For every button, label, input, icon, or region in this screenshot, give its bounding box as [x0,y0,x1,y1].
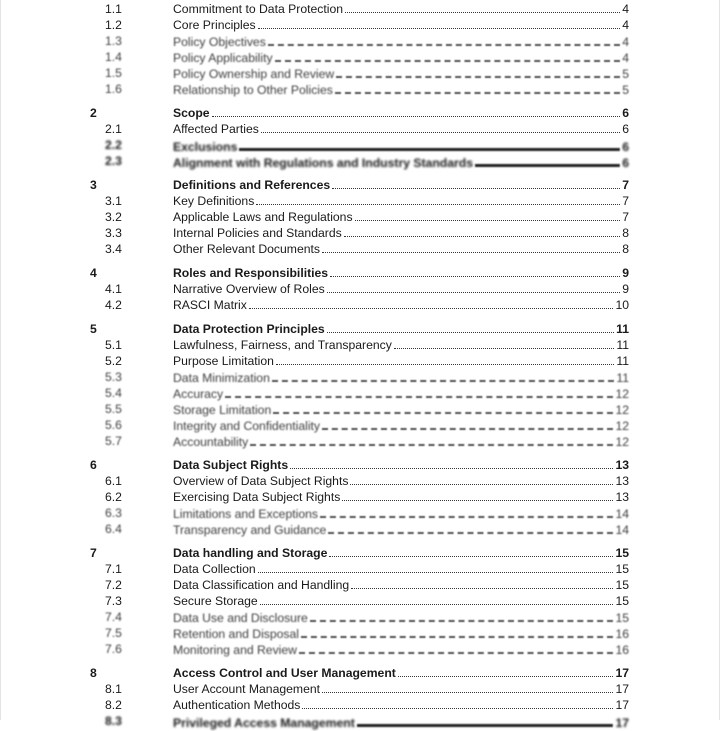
toc-entry-line [173,625,629,642]
toc-subsection-entry[interactable] [1,17,721,33]
toc-entry-title[interactable]: Data Protection Principles [173,322,325,336]
toc-subsection-entry[interactable] [1,353,721,369]
toc-entry-line [173,321,629,337]
toc-dot-leader [332,177,620,189]
toc-page-number: 6 [622,122,629,136]
toc-subsection-entry[interactable] [1,713,721,729]
toc-entry-title[interactable]: Core Principles [173,18,256,32]
toc-entry-title[interactable]: Retention and Disposal [173,627,300,641]
toc-spacer [1,97,721,105]
toc-subsection-entry[interactable] [1,641,721,657]
toc-entry-number: 3.3 [105,226,122,240]
toc-dot-leader [322,417,613,430]
toc-entry-title[interactable]: Privileged Access Management [173,716,355,730]
toc-entry-number: 5.3 [105,370,122,384]
toc-entry-number: 3.4 [105,242,122,256]
toc-subsection-entry[interactable] [1,241,721,257]
toc-entry-title[interactable]: RASCI Matrix [173,298,247,312]
toc-subsection-entry[interactable] [1,49,721,65]
toc-page-number: 15 [615,562,629,576]
toc-dot-leader [351,577,613,589]
toc-entry-line [173,49,629,66]
toc-entry-title[interactable]: Transparency and Guidance [173,523,327,537]
toc-entry-number: 7.1 [105,562,122,576]
toc-page-number: 13 [615,458,629,472]
toc-entry-title[interactable]: Data handling and Storage [173,546,328,560]
toc-entry-line [173,473,629,489]
toc-entry-number: 1.1 [105,2,122,16]
toc-entry-title[interactable]: Data Subject Rights [173,458,289,472]
toc-subsection-entry[interactable] [1,625,721,641]
toc-entry-title[interactable]: Internal Policies and Standards [173,226,342,240]
toc-page-number: 5 [622,83,629,97]
toc-dot-leader [301,625,613,638]
toc-entry-number: 6.3 [105,506,122,520]
toc-entry-number: 7 [90,546,97,560]
toc-dot-leader [261,121,620,133]
toc-entry-title[interactable]: Data Classification and Handling [173,578,350,592]
toc-page-number: 4 [622,51,629,65]
toc-dot-leader [275,49,621,62]
toc-page-number: 16 [615,627,629,641]
toc-entry-line [173,545,629,561]
toc-entry-line [173,297,629,313]
toc-entry-title[interactable]: Data Use and Disclosure [173,611,308,625]
toc-subsection-entry[interactable] [1,337,721,353]
toc-page-number: 15 [615,578,629,592]
toc-subsection-entry[interactable] [1,521,721,537]
toc-entry-title[interactable]: Applicable Laws and Regulations [173,210,353,224]
toc-entry-title[interactable]: Integrity and Confidentiality [173,419,321,433]
toc-entry-number: 5.2 [105,354,122,368]
toc-spacer [1,169,721,177]
toc-entry-number: 7.6 [105,642,122,656]
toc-entry-title[interactable]: Secure Storage [173,594,258,608]
toc-entry-line [173,193,629,209]
toc-entry-title[interactable]: Lawfulness, Fairness, and Transparency [173,338,392,352]
toc-entry-title[interactable]: Exclusions [173,140,238,154]
toc-entry-line [173,681,629,697]
toc-entry-number: 1.4 [105,50,122,64]
toc-entry-number: 4.1 [105,282,122,296]
toc-page-number: 4 [622,18,629,32]
toc-section-entry[interactable] [1,545,721,561]
toc-entry-line [173,417,629,434]
toc-entry-line [173,121,629,137]
toc-entry-number: 2.2 [105,138,122,152]
toc-entry-number: 6.2 [105,490,122,504]
toc-spacer [1,449,721,457]
toc-page-number: 8 [622,226,629,240]
toc-entry-title[interactable]: Policy Applicability [173,51,273,65]
toc-page-number: 11 [616,322,629,336]
toc-page-number: 11 [616,354,629,368]
toc-entry-line [173,457,629,473]
toc-entry-title[interactable]: Alignment with Regulations and Industry Standards [173,156,473,170]
toc-page-number: 6 [622,140,629,154]
toc-entry-line [173,225,629,241]
toc-dot-leader [272,369,614,382]
toc-spacer [1,257,721,265]
toc-entry-number: 2.3 [105,154,122,168]
toc-dot-leader [342,489,613,501]
toc-entry-title[interactable]: Storage Limitation [173,403,272,417]
toc-entry-title[interactable]: Monitoring and Review [173,643,297,657]
toc-subsection-entry[interactable] [1,697,721,713]
toc-entry-number: 5 [90,322,97,336]
toc-section-entry[interactable] [1,105,721,121]
toc-dot-leader [344,225,621,237]
toc-entry-line [173,641,629,658]
toc-page-number: 14 [615,507,629,521]
toc-dot-leader [345,1,620,13]
toc-entry-line [173,489,629,505]
toc-entry-number: 5.1 [105,338,122,352]
toc-entry-line [173,177,629,193]
toc-subsection-entry[interactable] [1,33,721,49]
toc-entry-line [173,65,629,82]
toc-entry-number: 1.5 [105,66,122,80]
toc-entry-number: 2.1 [105,122,122,136]
toc-page-number: 12 [615,403,629,417]
toc-page-number: 13 [615,490,629,504]
toc-subsection-entry[interactable] [1,417,721,433]
toc-subsection-entry[interactable] [1,225,721,241]
toc-entry-line [173,593,629,609]
toc-entry-number: 1.6 [105,82,122,96]
toc-section-entry[interactable] [1,321,721,337]
toc-entry-title[interactable]: Roles and Responsibilities [173,266,329,280]
toc-page-number: 10 [615,298,629,312]
toc-entry-number: 6 [90,458,97,472]
toc-dot-leader [225,385,613,398]
toc-dot-leader [256,193,620,205]
toc-entry-line [173,353,629,369]
toc-subsection-entry[interactable] [1,281,721,297]
toc-entry-number: 1.2 [105,18,122,32]
toc-entry-line [173,33,629,50]
toc-page-number: 9 [622,266,629,280]
toc-entry-title[interactable]: Purpose Limitation [173,354,274,368]
toc-dot-leader [258,561,614,573]
toc-dot-leader [329,545,613,557]
toc-entry-title[interactable]: Commitment to Data Protection [173,2,344,16]
toc-page-number: 15 [615,594,629,608]
toc-entry-line [173,369,629,386]
toc-subsection-entry[interactable] [1,489,721,505]
toc-page-number: 7 [622,210,629,224]
toc-subsection-entry[interactable] [1,473,721,489]
toc-entry-title[interactable]: Accuracy [173,387,224,401]
toc-entry-title[interactable]: Narrative Overview of Roles [173,282,325,296]
toc-entry-line [173,265,629,281]
toc-entry-number: 4 [90,266,97,280]
toc-entry-number: 6.4 [105,522,122,536]
toc-dot-leader [335,81,620,94]
toc-entry-title[interactable]: Affected Parties [173,122,259,136]
toc-entry-line [173,577,629,593]
toc-subsection-entry[interactable] [1,193,721,209]
toc-section-entry[interactable] [1,265,721,281]
toc-dot-leader [268,33,620,46]
toc-subsection-entry[interactable] [1,369,721,385]
toc-dot-leader [320,505,613,518]
toc-entry-title[interactable]: Other Relevant Documents [173,242,320,256]
toc-entry-number: 8.3 [105,714,122,728]
toc-entry-line [173,81,629,98]
toc-entry-title[interactable]: Data Minimization [173,371,270,385]
toc-spacer [1,657,721,665]
toc-entry-line [173,401,629,418]
toc-dot-leader [273,401,613,414]
toc-dot-leader [260,593,614,605]
toc-dot-leader [336,65,620,78]
toc-entry-line [173,337,629,353]
toc-subsection-entry[interactable] [1,297,721,313]
toc-entry-line [173,281,629,297]
toc-dot-leader [322,681,613,693]
toc-dot-leader [357,713,614,727]
toc-entry-title[interactable]: Relationship to Other Policies [173,83,333,97]
toc-dot-leader [394,337,615,349]
toc-subsection-entry[interactable] [1,433,721,449]
toc-entry-title[interactable]: Authentication Methods [173,698,301,712]
toc-page-number: 9 [622,282,629,296]
toc-dot-leader [212,105,621,117]
toc-entry-line [173,17,629,33]
toc-dot-leader [322,241,620,253]
toc-page-number: 8 [622,242,629,256]
toc-entry-title[interactable]: Policy Ownership and Review [173,67,335,81]
toc-entry-title[interactable]: Accountability [173,435,249,449]
toc-entry-line [173,713,629,731]
toc-subsection-entry[interactable] [1,1,721,17]
toc-entry-line [173,209,629,225]
toc-page-number: 7 [622,194,629,208]
toc-subsection-entry[interactable] [1,561,721,577]
toc-page-number: 6 [622,156,629,170]
toc-page-number: 17 [615,716,629,730]
toc-subsection-entry[interactable] [1,681,721,697]
toc-dot-leader [310,609,614,622]
toc-entry-number: 7.4 [105,610,122,624]
toc-page-number: 15 [615,611,629,625]
toc-entry-number: 6.1 [105,474,122,488]
toc-entry-number: 8 [90,666,97,680]
toc-subsection-entry[interactable] [1,65,721,81]
toc-entry-title[interactable]: Limitations and Exceptions [173,507,318,521]
toc-dot-leader [350,473,613,485]
toc-page-number: 14 [615,523,629,537]
toc-dot-leader [250,433,613,446]
toc-page-number: 6 [622,106,629,120]
toc-dot-leader [327,281,621,293]
toc-dot-leader [355,209,621,221]
toc-entry-title[interactable]: Key Definitions [173,194,255,208]
toc-subsection-entry[interactable] [1,121,721,137]
toc-spacer [1,313,721,321]
toc-entry-line [173,521,629,538]
toc-dot-leader [302,697,613,709]
toc-entry-number: 3.1 [105,194,122,208]
toc-dot-leader [290,457,613,469]
toc-dot-leader [330,265,620,277]
toc-subsection-entry[interactable] [1,81,721,97]
toc-page-number: 11 [616,371,629,385]
toc-entry-number: 8.1 [105,682,122,696]
toc-entry-number: 3 [90,178,97,192]
toc-page-number: 4 [622,35,629,49]
toc-spacer [1,537,721,545]
toc-entry-title[interactable]: User Account Management [173,682,321,696]
toc-entry-number: 1.3 [105,34,122,48]
toc-dot-leader [327,321,614,333]
toc-page-number: 17 [615,666,629,680]
toc-subsection-entry[interactable] [1,577,721,593]
toc-entry-line [173,697,629,713]
toc-entry-line [173,1,629,17]
toc-entry-title[interactable]: Policy Objectives [173,35,266,49]
toc-entry-number: 5.7 [105,434,122,448]
toc-page-number: 7 [622,178,629,192]
toc-entry-number: 3.2 [105,210,122,224]
toc-subsection-entry[interactable] [1,153,721,169]
toc-entry-number: 5.6 [105,418,122,432]
toc-entry-number: 2 [90,106,97,120]
toc-entry-title[interactable]: Definitions and References [173,178,331,192]
toc-page-number: 17 [615,698,629,712]
toc-dot-leader [398,665,614,677]
toc-subsection-entry[interactable] [1,609,721,625]
toc-page-number: 12 [615,419,629,433]
toc-page-number: 11 [616,338,629,352]
toc-subsection-entry[interactable] [1,209,721,225]
toc-page-number: 4 [622,2,629,16]
toc-entry-number: 5.5 [105,402,122,416]
toc-dot-leader [328,521,613,534]
toc-dot-leader [249,297,614,309]
toc-page-number: 16 [615,643,629,657]
toc-subsection-entry[interactable] [1,593,721,609]
toc-page-number: 17 [615,682,629,696]
toc-entry-title[interactable]: Scope [173,106,210,120]
toc-dot-leader [299,641,613,654]
toc-subsection-entry[interactable] [1,385,721,401]
toc-entry-title[interactable]: Access Control and User Management [173,666,396,680]
toc-dot-leader [239,137,620,151]
toc-entry-number: 7.2 [105,578,122,592]
toc-entry-line [173,385,629,402]
toc-page-number: 5 [622,67,629,81]
toc-entry-number: 8.2 [105,698,122,712]
toc-dot-leader [276,353,614,365]
toc-entry-line [173,609,629,626]
toc-section-entry[interactable] [1,665,721,681]
toc-entry-title[interactable]: Exercising Data Subject Rights [173,490,341,504]
toc-dot-leader [258,17,621,29]
toc-entry-line [173,505,629,522]
toc-entry-line [173,433,629,450]
toc-entry-number: 4.2 [105,298,122,312]
table-of-contents [1,1,721,729]
toc-page-number: 13 [615,474,629,488]
toc-entry-title[interactable]: Data Collection [173,562,256,576]
toc-entry-title[interactable]: Overview of Data Subject Rights [173,474,349,488]
toc-entry-line [173,665,629,681]
toc-entry-number: 5.4 [105,386,122,400]
toc-entry-line [173,241,629,257]
toc-entry-number: 7.5 [105,626,122,640]
toc-page-number: 12 [615,387,629,401]
toc-section-entry[interactable] [1,457,721,473]
toc-page-number: 15 [615,546,629,560]
toc-entry-line [173,105,629,121]
toc-entry-line [173,561,629,577]
toc-dot-leader [475,153,620,167]
toc-subsection-entry[interactable] [1,401,721,417]
toc-entry-number: 7.3 [105,594,122,608]
toc-subsection-entry[interactable] [1,505,721,521]
toc-page-number: 12 [615,435,629,449]
toc-subsection-entry[interactable] [1,137,721,153]
toc-section-entry[interactable] [1,177,721,193]
